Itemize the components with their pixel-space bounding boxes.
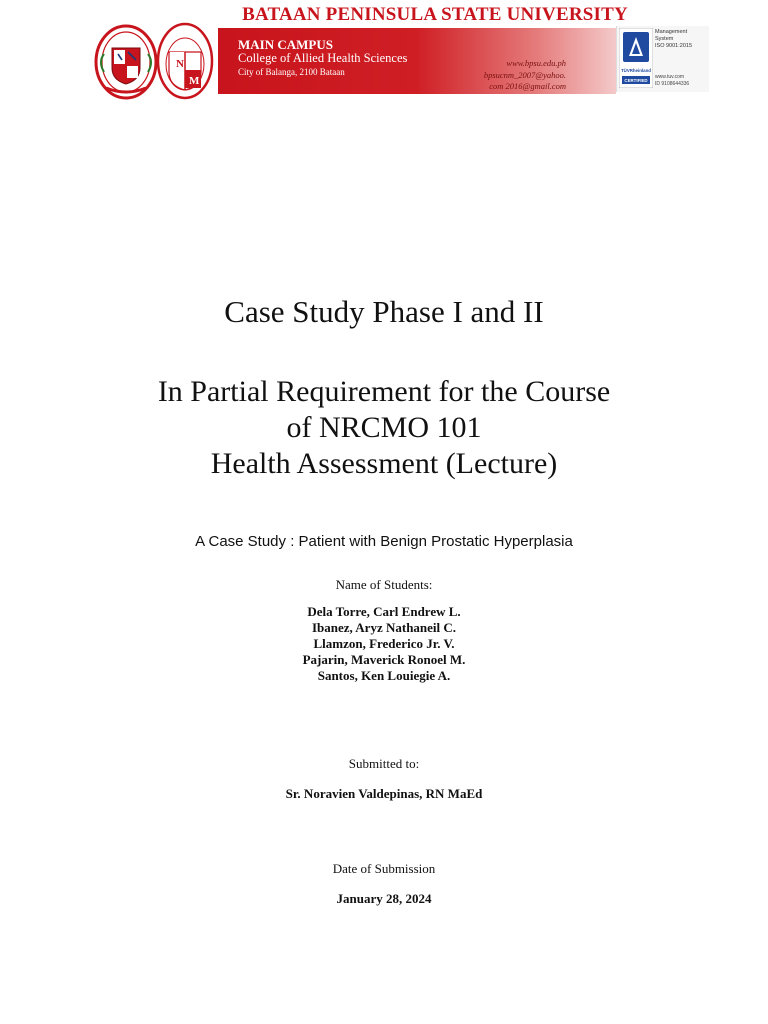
cert-badge-brand: TÜVRheinland: [620, 68, 652, 73]
website-text: www.bpsu.edu.ph: [506, 58, 566, 68]
contact-info: [484, 58, 566, 93]
nursing-college-seal-logo: [156, 22, 214, 100]
requirement-line: of NRCMO 101: [286, 411, 482, 444]
cert-line: Management: [655, 29, 688, 35]
student-name: Pajarin, Maverick Ronoel M.: [302, 652, 466, 667]
email-text-1: bpsucnm_2007@yahoo.: [483, 69, 566, 80]
instructor-name: Sr. Noravien Valdepinas, RN MaEd: [285, 786, 483, 801]
student-name: Llamzon, Frederico Jr. V.: [313, 636, 455, 651]
cert-id-line: ID 9108644336: [655, 80, 690, 87]
student-name: Ibanez, Aryz Nathaneil C.: [311, 620, 457, 635]
cert-id-line: www.tuv.com: [655, 74, 685, 80]
submitted-to-label: Submitted to:: [348, 756, 420, 771]
student-name: Santos, Ken Louiegie A.: [317, 668, 451, 683]
cert-text: [655, 29, 692, 50]
requirement-line: In Partial Requirement for the Course: [157, 375, 611, 408]
document-title: Case Study Phase I and II: [224, 294, 544, 329]
university-seal-logo: [94, 24, 158, 100]
svg-text:M: M: [189, 75, 200, 87]
header-banner: [218, 28, 616, 94]
requirement-line: Health Assessment (Lecture): [210, 447, 558, 480]
date-label: Date of Submission: [332, 861, 436, 876]
cert-id-text: [655, 74, 689, 87]
iso-certification-badge: [616, 26, 709, 92]
university-name: BATAAN PENINSULA STATE UNIVERSITY: [242, 4, 628, 25]
student-list: [0, 604, 768, 684]
cert-badge-status: CERTIFIED: [624, 78, 648, 83]
cert-line: ISO 9001:2015: [655, 43, 693, 49]
cert-line: System: [655, 36, 674, 42]
svg-text:N: N: [176, 58, 184, 70]
campus-address: City of Balanga, 2100 Bataan: [238, 67, 345, 77]
submission-date: January 28, 2024: [336, 891, 432, 906]
case-study-subtitle: A Case Study : Patient with Benign Prostatic Hyperplasia: [195, 533, 573, 550]
tuv-certified-icon: [619, 28, 653, 88]
campus-name: MAIN CAMPUS: [238, 37, 333, 52]
college-name: College of Allied Health Sciences: [238, 51, 408, 65]
students-label: Name of Students:: [335, 577, 433, 592]
requirement-block: [0, 374, 768, 482]
student-name: Dela Torre, Carl Endrew L.: [307, 604, 461, 619]
email-text-2: com 2016@gmail.com: [489, 81, 566, 91]
